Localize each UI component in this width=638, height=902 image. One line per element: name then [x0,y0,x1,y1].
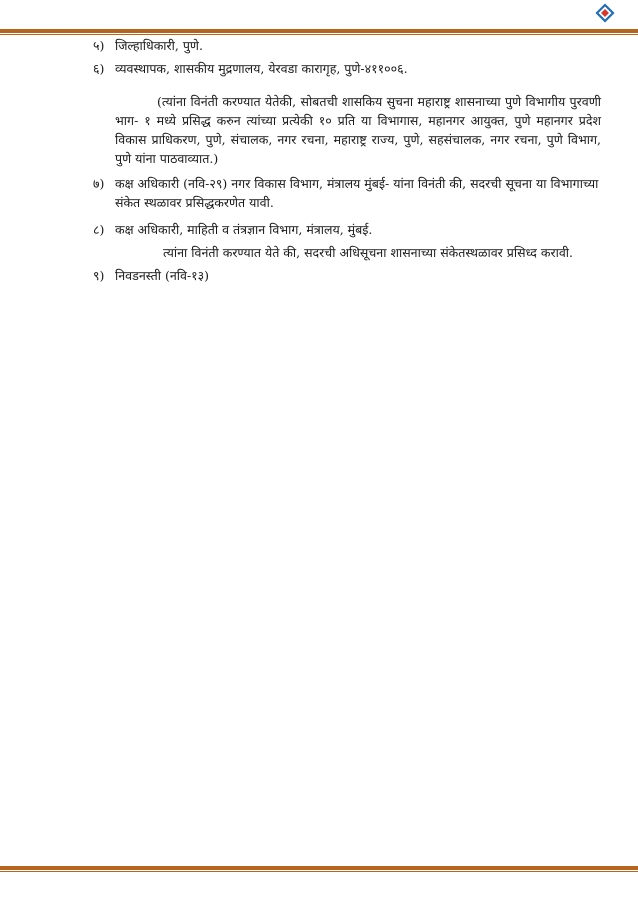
item-number: ९) [93,268,105,283]
item-text: कक्ष अधिकारी (नवि-२९) नगर विकास विभाग, मंत्रालय मुंबई- यांना विनंती की, सदरची सूचना या विभागाच्या संकेत स्थळावर प्रसिद्धकरणेत यावी. [115,176,599,210]
item-number: ५) [93,38,105,53]
item-text: कक्ष अधिकारी, माहिती व तंत्रज्ञान विभाग, मंत्रालय, मुंबई. [115,222,373,237]
list-item [93,174,601,212]
document-body [93,36,601,289]
header-rule [0,29,638,35]
item-text: निवडनस्ती (नवि-१३) [115,268,210,283]
logo-icon [594,3,616,25]
note-paragraph: (त्यांना विनंती करण्यात येतेकी, सोबतची शासकिय सुचना महाराष्ट्र शासनाच्या पुणे विभागीय पुरवणी भाग- १ मध्ये प्रसिद्ध करुन त्यांच्या प्रत्येकी १० प्रति या विभागास, महानगर आयुक्त, पुणे महानगर प्रदेश विकास प्राधिकरण, पुणे, संचालक, नगर रचना, महाराष्ट्र राज्य, पुणे, सहसंचालक, नगर रचना, पुणे विभाग, पुणे यांना पाठवाव्यात.) [115,94,601,166]
item-number: ८) [93,222,105,237]
list-item [93,36,601,55]
item-text: व्यवस्थापक, शासकीय मुद्रणालय, येरवडा कारागृह, पुणे-४११००६. [115,61,408,76]
footer-rule [0,866,638,872]
list-item [93,266,601,285]
item-number: ६) [93,61,105,76]
note-text: त्यांना विनंती करण्यात येते की, सदरची अधिसूचना शासनाच्या संकेतस्थळावर प्रसिध्द करावी. [163,245,573,260]
item-text: जिल्हाधिकारी, पुणे. [115,38,203,53]
item-number: ७) [93,176,105,191]
list-item [93,220,601,239]
list-item [93,59,601,78]
